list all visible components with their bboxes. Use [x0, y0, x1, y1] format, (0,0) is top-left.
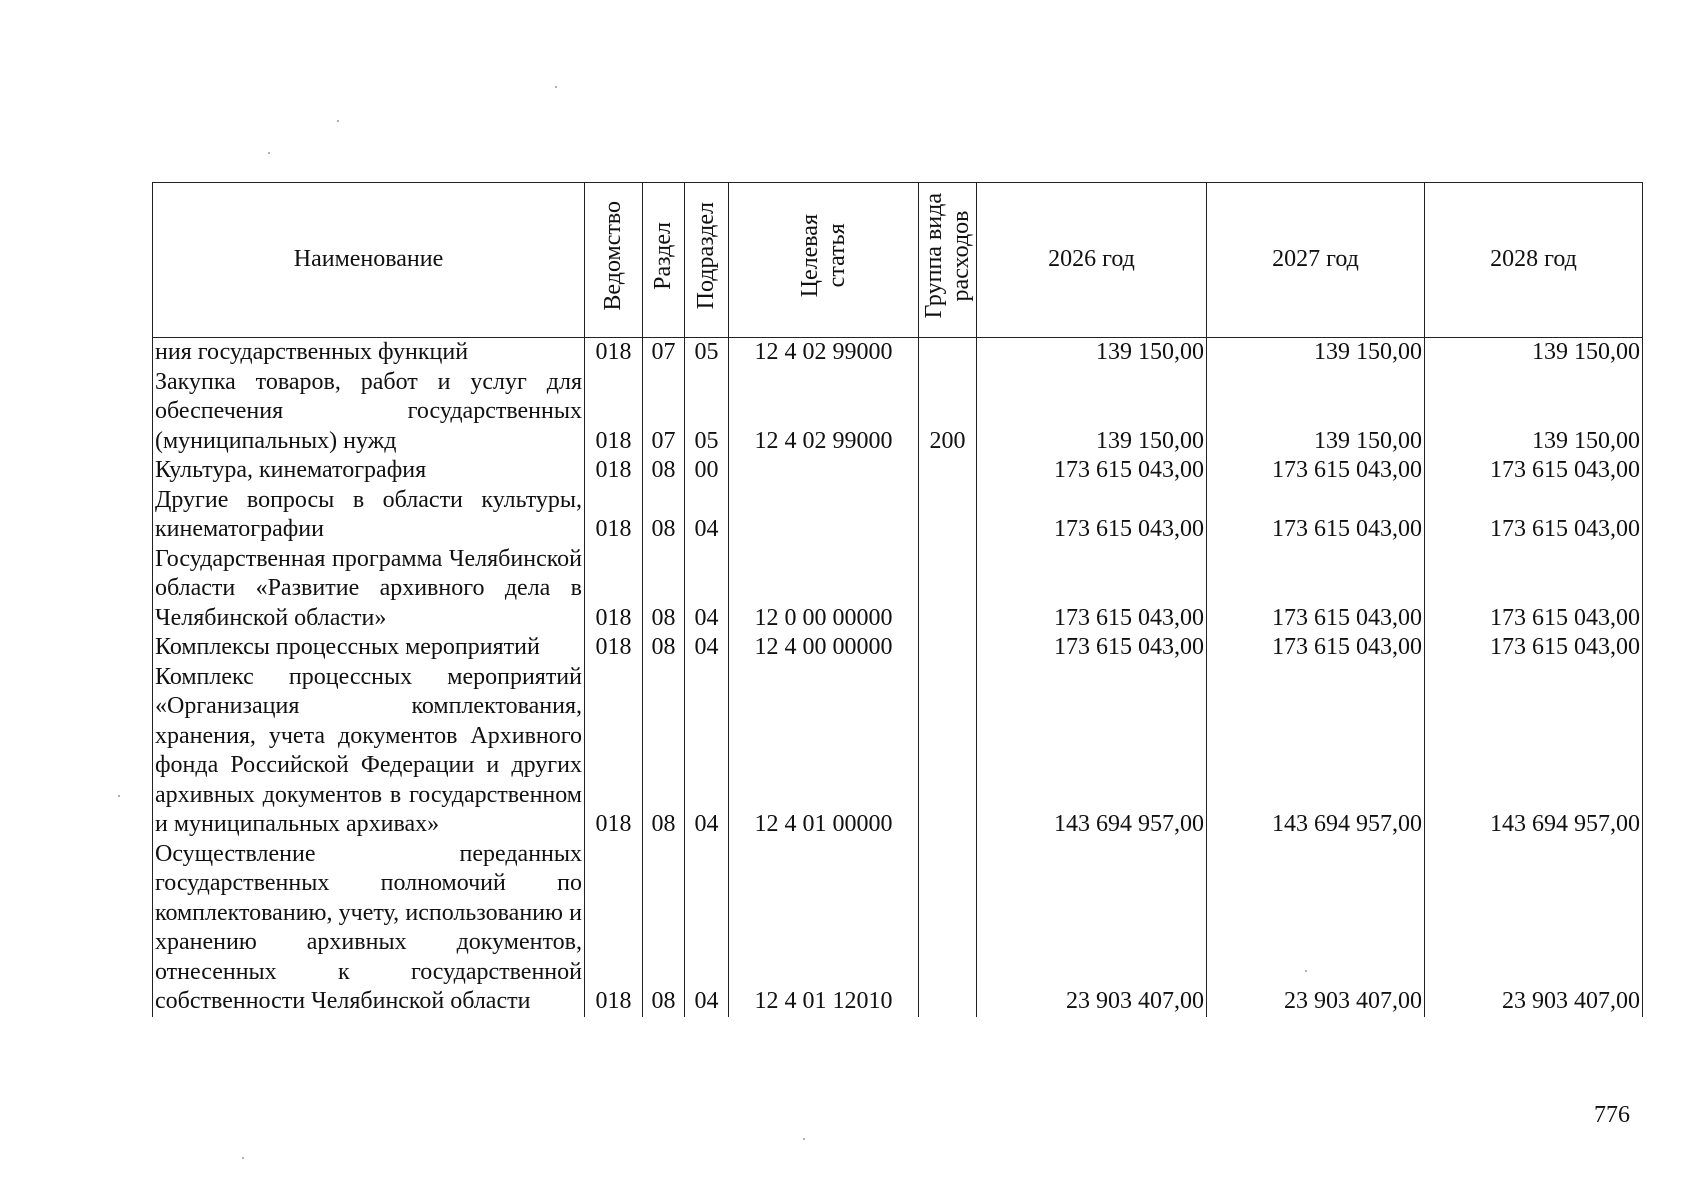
row-amount-2027: 173 615 043,00: [1207, 486, 1425, 545]
scan-speck: [555, 86, 557, 88]
table-row: [153, 840, 1643, 1017]
row-amount-2028: 173 615 043,00: [1425, 633, 1643, 663]
row-section: 08: [643, 663, 685, 840]
row-name: Закупка товаров, работ и услуг для обеспечения государственных (муниципальных) нужд: [153, 368, 585, 457]
row-department: 018: [585, 368, 643, 457]
page-number: 776: [1594, 1102, 1630, 1128]
row-amount-2028: 173 615 043,00: [1425, 456, 1643, 486]
row-section: 08: [643, 545, 685, 634]
row-group: [919, 840, 977, 1017]
row-department: 018: [585, 338, 643, 368]
row-amount-2026: 173 615 043,00: [977, 486, 1207, 545]
row-name: Государственная программа Челябинской области «Развитие архивного дела в Челябинской области»: [153, 545, 585, 634]
row-name: Комплекс процессных мероприятий «Организация комплектования, хранения, учета документов Архивного фонда Российской Федерации и других архивных документов в государственном и муниципальных архивах»: [153, 663, 585, 840]
row-name: Комплексы процессных мероприятий: [153, 633, 585, 663]
header-year-2028: 2028 год: [1425, 183, 1643, 338]
row-target: 12 0 00 00000: [729, 545, 919, 634]
row-subsection: 04: [685, 840, 729, 1017]
row-amount-2028: 139 150,00: [1425, 368, 1643, 457]
row-target: [729, 486, 919, 545]
row-subsection: 05: [685, 368, 729, 457]
row-section: 07: [643, 368, 685, 457]
row-target: 12 4 01 00000: [729, 663, 919, 840]
row-amount-2027: 143 694 957,00: [1207, 663, 1425, 840]
row-amount-2027: 139 150,00: [1207, 338, 1425, 368]
row-name: Осуществление переданных государственных полномочий по комплектованию, учету, использованию и хранению архивных документов, отнесенных к государственной собственности Челябинской области: [153, 840, 585, 1017]
header-group: Группа вида расходов: [919, 183, 977, 338]
row-subsection: 05: [685, 338, 729, 368]
row-amount-2028: 143 694 957,00: [1425, 663, 1643, 840]
row-department: 018: [585, 456, 643, 486]
row-group: [919, 545, 977, 634]
row-name: Другие вопросы в области культуры, кинематографии: [153, 486, 585, 545]
budget-table: [152, 182, 1643, 1017]
header-department: Ведомство: [585, 183, 643, 338]
row-amount-2026: 23 903 407,00: [977, 840, 1207, 1017]
scan-speck: [242, 1157, 244, 1159]
table-row: [153, 368, 1643, 457]
scan-speck: [118, 795, 120, 797]
row-amount-2026: 173 615 043,00: [977, 633, 1207, 663]
row-group: [919, 633, 977, 663]
row-amount-2026: 139 150,00: [977, 368, 1207, 457]
header-year-2026: 2026 год: [977, 183, 1207, 338]
header-year-2027: 2027 год: [1207, 183, 1425, 338]
row-amount-2028: 173 615 043,00: [1425, 486, 1643, 545]
header-target: Целевая статья: [729, 183, 919, 338]
row-amount-2027: 139 150,00: [1207, 368, 1425, 457]
scan-speck: [803, 1138, 805, 1140]
row-amount-2027: 23 903 407,00: [1207, 840, 1425, 1017]
row-department: 018: [585, 486, 643, 545]
row-section: 08: [643, 456, 685, 486]
row-subsection: 04: [685, 633, 729, 663]
row-section: 08: [643, 486, 685, 545]
row-subsection: 00: [685, 456, 729, 486]
row-subsection: 04: [685, 486, 729, 545]
row-group: [919, 486, 977, 545]
row-section: 08: [643, 633, 685, 663]
table-row: [153, 456, 1643, 486]
row-name: ния государственных функций: [153, 338, 585, 368]
row-amount-2026: 139 150,00: [977, 338, 1207, 368]
row-department: 018: [585, 663, 643, 840]
table-row: [153, 663, 1643, 840]
row-amount-2026: 173 615 043,00: [977, 456, 1207, 486]
row-amount-2027: 173 615 043,00: [1207, 633, 1425, 663]
row-group: 200: [919, 368, 977, 457]
row-amount-2028: 23 903 407,00: [1425, 840, 1643, 1017]
scan-speck: [1305, 970, 1307, 972]
row-amount-2028: 173 615 043,00: [1425, 545, 1643, 634]
row-group: [919, 338, 977, 368]
header-subsection: Подраздел: [685, 183, 729, 338]
table-row: [153, 338, 1643, 368]
header-name: Наименование: [153, 183, 585, 338]
row-subsection: 04: [685, 545, 729, 634]
header-section: Раздел: [643, 183, 685, 338]
row-department: 018: [585, 545, 643, 634]
scan-speck: [268, 152, 270, 154]
row-subsection: 04: [685, 663, 729, 840]
row-target: [729, 456, 919, 486]
table-row: [153, 545, 1643, 634]
table-row: [153, 486, 1643, 545]
row-target: 12 4 02 99000: [729, 338, 919, 368]
row-group: [919, 456, 977, 486]
row-department: 018: [585, 633, 643, 663]
row-target: 12 4 02 99000: [729, 368, 919, 457]
table-row: [153, 633, 1643, 663]
row-section: 08: [643, 840, 685, 1017]
scan-speck: [337, 120, 339, 122]
row-amount-2028: 139 150,00: [1425, 338, 1643, 368]
row-department: 018: [585, 840, 643, 1017]
row-target: 12 4 00 00000: [729, 633, 919, 663]
row-group: [919, 663, 977, 840]
row-name: Культура, кинематография: [153, 456, 585, 486]
row-amount-2026: 173 615 043,00: [977, 545, 1207, 634]
row-amount-2026: 143 694 957,00: [977, 663, 1207, 840]
row-target: 12 4 01 12010: [729, 840, 919, 1017]
table-header-row: [153, 183, 1643, 338]
row-amount-2027: 173 615 043,00: [1207, 545, 1425, 634]
row-section: 07: [643, 338, 685, 368]
row-amount-2027: 173 615 043,00: [1207, 456, 1425, 486]
